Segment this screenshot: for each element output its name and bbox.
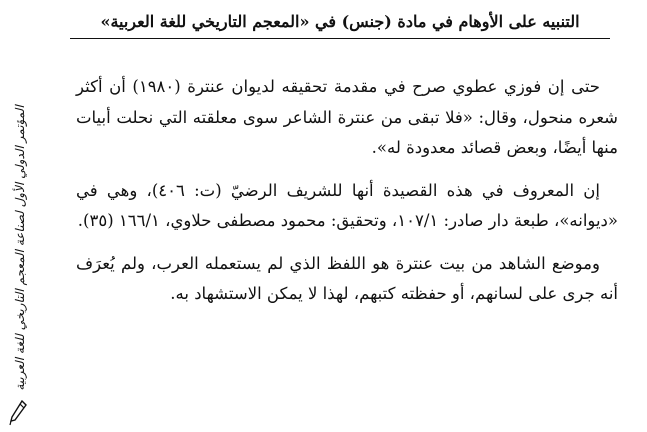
side-margin-note: [4, 92, 36, 404]
header-title: التنبيه على الأوهام في مادة (جنس) في «المعجم التاريخي للغة العربية»: [100, 12, 580, 31]
header-divider: [70, 38, 610, 39]
paragraph-1: حتى إن فوزي عطوي صرح في مقدمة تحقيقه لديوان عنترة (١٩٨٠) أن أكثر شعره منحول، وقال: «فلا تبقى من عنترة الشاعر سوى معلقته التي نحلت أبيات منها أيضًا، وبعض قصائد معدودة له».: [76, 77, 618, 157]
running-header: [70, 8, 610, 36]
body-text: [76, 72, 618, 310]
paragraph-2: إن المعروف في هذه القصيدة أنها للشريف الرضيّ (ت: ٤٠٦)، وهي في «ديوانه»، طبعة دار صادر: ١٠٧/١، وتحقيق: محمود مصطفى حلاوي، ١٦٦/١ (٣٥).: [76, 180, 618, 230]
paragraph-3: وموضع الشاهد من بيت عنترة هو اللفظ الذي لم يستعمله العرب، ولم يُعرَف أنه جرى على لسانهم، أو حفظته كتبهم، لهذا لا يمكن الاستشهاد به.: [76, 253, 618, 303]
side-note-text: المؤتمر الدولي الأول لصناعة المعجم التاريخي للغة العربية: [13, 105, 27, 391]
pen-icon: [9, 400, 27, 426]
